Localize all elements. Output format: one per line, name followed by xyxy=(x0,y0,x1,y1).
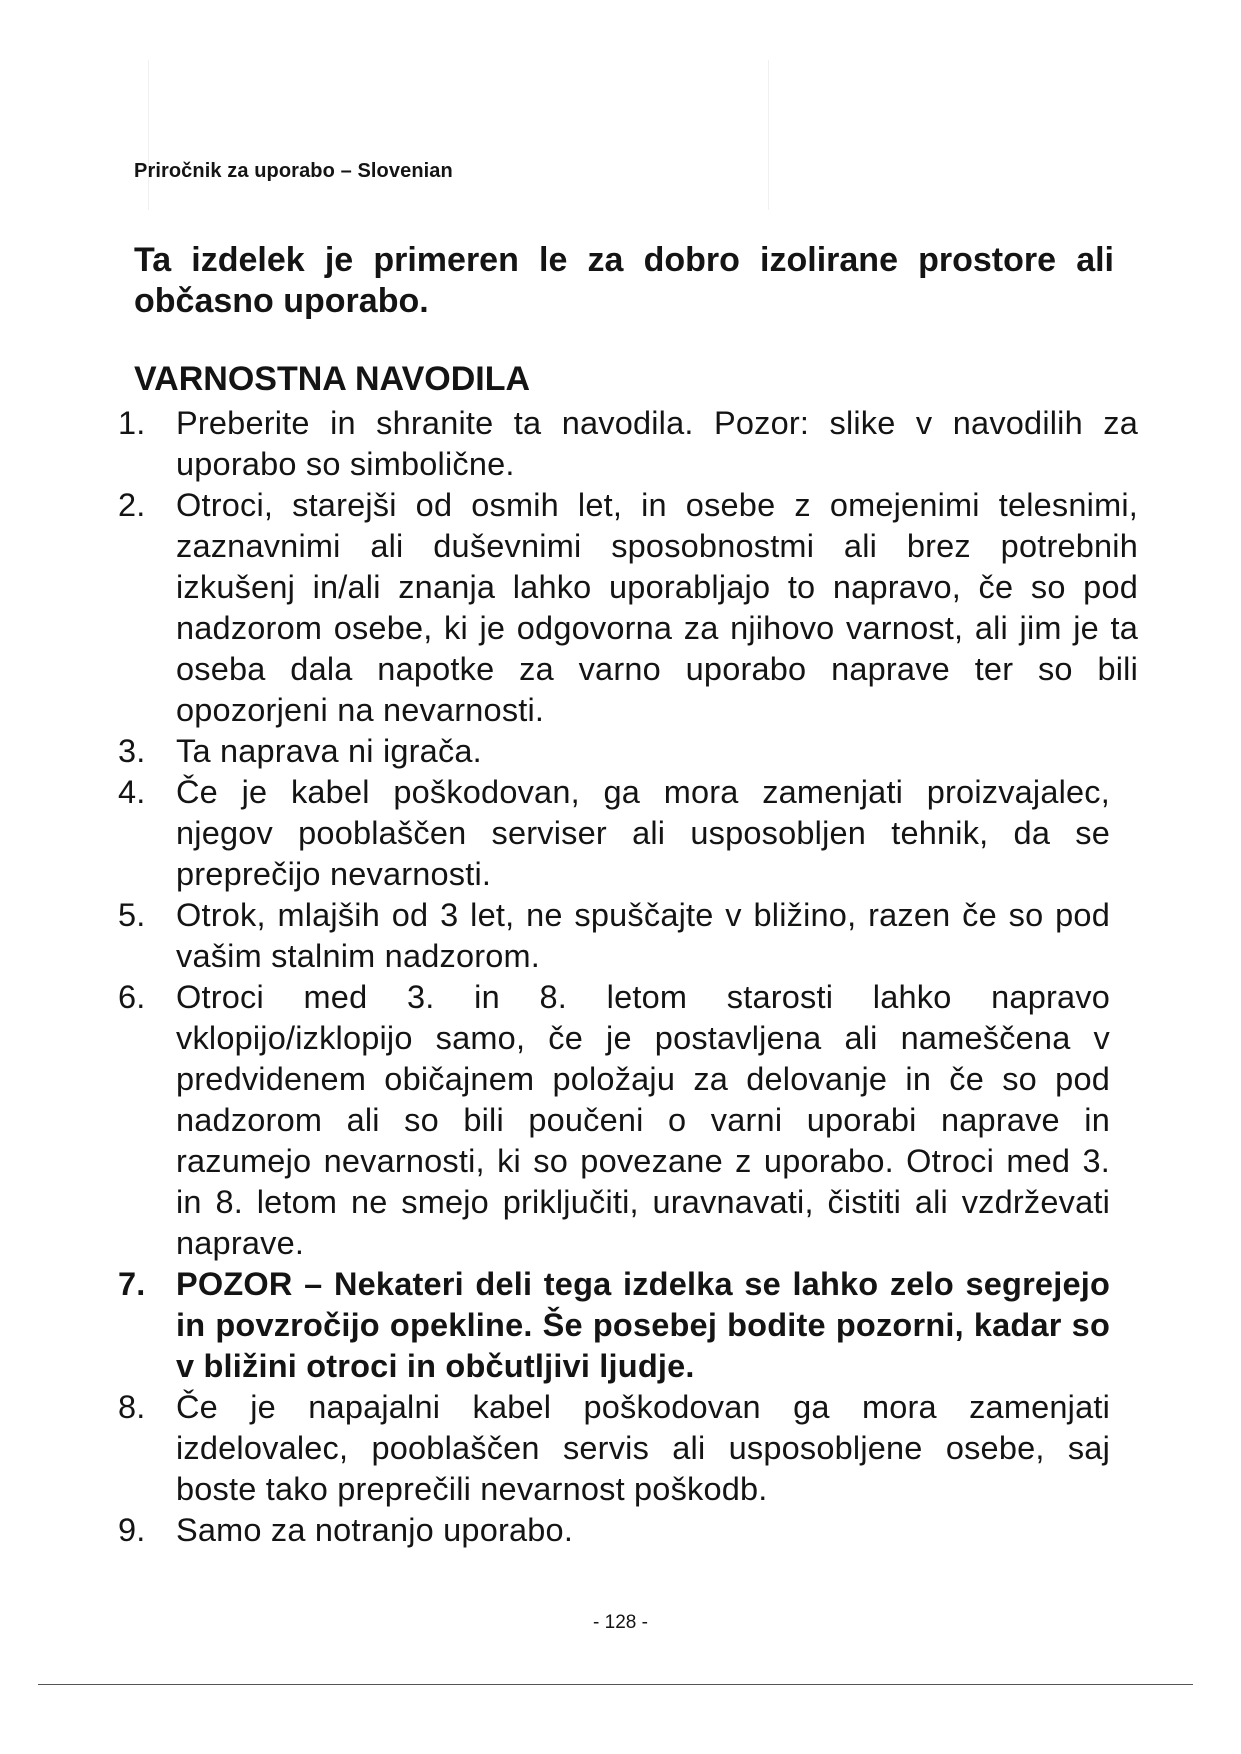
item-text: Samo za notranjo uporabo. xyxy=(176,1512,574,1548)
item-text: Če je kabel poškodovan, ga mora zamenjati proizvajalec, njegov pooblaščen serviser ali usposobljen tehnik, da se preprečijo nevarnosti. xyxy=(176,774,1110,892)
item-text: Ta naprava ni igrača. xyxy=(176,733,482,769)
item-number: 8. xyxy=(118,1389,146,1425)
item-number: 5. xyxy=(118,897,146,933)
safety-instructions-list xyxy=(118,403,1138,1551)
scan-artifact xyxy=(768,60,769,210)
list-item xyxy=(118,1510,1138,1551)
item-text: Otroci, starejši od osmih let, in osebe z omejenimi telesnimi, zaznavnimi ali duševnimi sposobnostmi ali brez potrebnih izkušenj in/ali znanja lahko uporabljajo to napravo, če so pod nadzorom osebe, ki je odgovorna za njihovo varnost, ali jim je ta oseba dala napotke za varno uporabo naprave ter so bili opozorjeni na nevarnosti. xyxy=(176,487,1138,728)
list-item xyxy=(118,485,1138,731)
list-item xyxy=(118,977,1138,1264)
list-item xyxy=(118,731,1138,772)
page-number: - 128 - xyxy=(593,1612,648,1633)
list-item xyxy=(118,1387,1138,1510)
item-number: 3. xyxy=(118,733,146,769)
item-number: 1. xyxy=(118,405,146,441)
section-title: VARNOSTNA NAVODILA xyxy=(134,360,531,398)
list-item xyxy=(118,772,1138,895)
scan-artifact xyxy=(148,60,149,210)
item-number: 9. xyxy=(118,1512,146,1548)
item-number: 4. xyxy=(118,774,146,810)
item-text: Otrok, mlajših od 3 let, ne spuščajte v bližino, razen če so pod vašim stalnim nadzorom. xyxy=(176,897,1110,974)
item-number: 6. xyxy=(118,979,146,1015)
item-text: Če je napajalni kabel poškodovan ga mora zamenjati izdelovalec, pooblaščen servis ali usposobljene osebe, saj boste tako preprečili nevarnost poškodb. xyxy=(176,1389,1110,1507)
page-header: Priročnik za uporabo – Slovenian xyxy=(134,160,453,182)
item-number: 2. xyxy=(118,487,146,523)
list-item xyxy=(118,895,1138,977)
item-text: Preberite in shranite ta navodila. Pozor: slike v navodilih za uporabo so simbolične. xyxy=(176,405,1138,482)
item-number: 7. xyxy=(118,1266,146,1302)
item-text: POZOR – Nekateri deli tega izdelka se lahko zelo segrejejo in povzročijo opekline. Še posebej bodite pozorni, kadar so v bližini otroci in občutljivi ljudje. xyxy=(176,1266,1110,1384)
intro-statement: Ta izdelek je primeren le za dobro izolirane prostore ali občasno uporabo. xyxy=(134,241,1114,320)
footer-divider xyxy=(38,1684,1193,1685)
list-item xyxy=(118,403,1138,485)
item-text: Otroci med 3. in 8. letom starosti lahko napravo vklopijo/izklopijo samo, če je postavljena ali nameščena v predvidenem običajnem položaju za delovanje in če so pod nadzorom ali so bili poučeni o varni uporabi naprave in razumejo nevarnosti, ki so povezane z uporabo. Otroci med 3. in 8. letom ne smejo priključiti, uravnavati, čistiti ali vzdrževati naprave. xyxy=(176,979,1110,1261)
list-item-warning xyxy=(118,1264,1138,1387)
